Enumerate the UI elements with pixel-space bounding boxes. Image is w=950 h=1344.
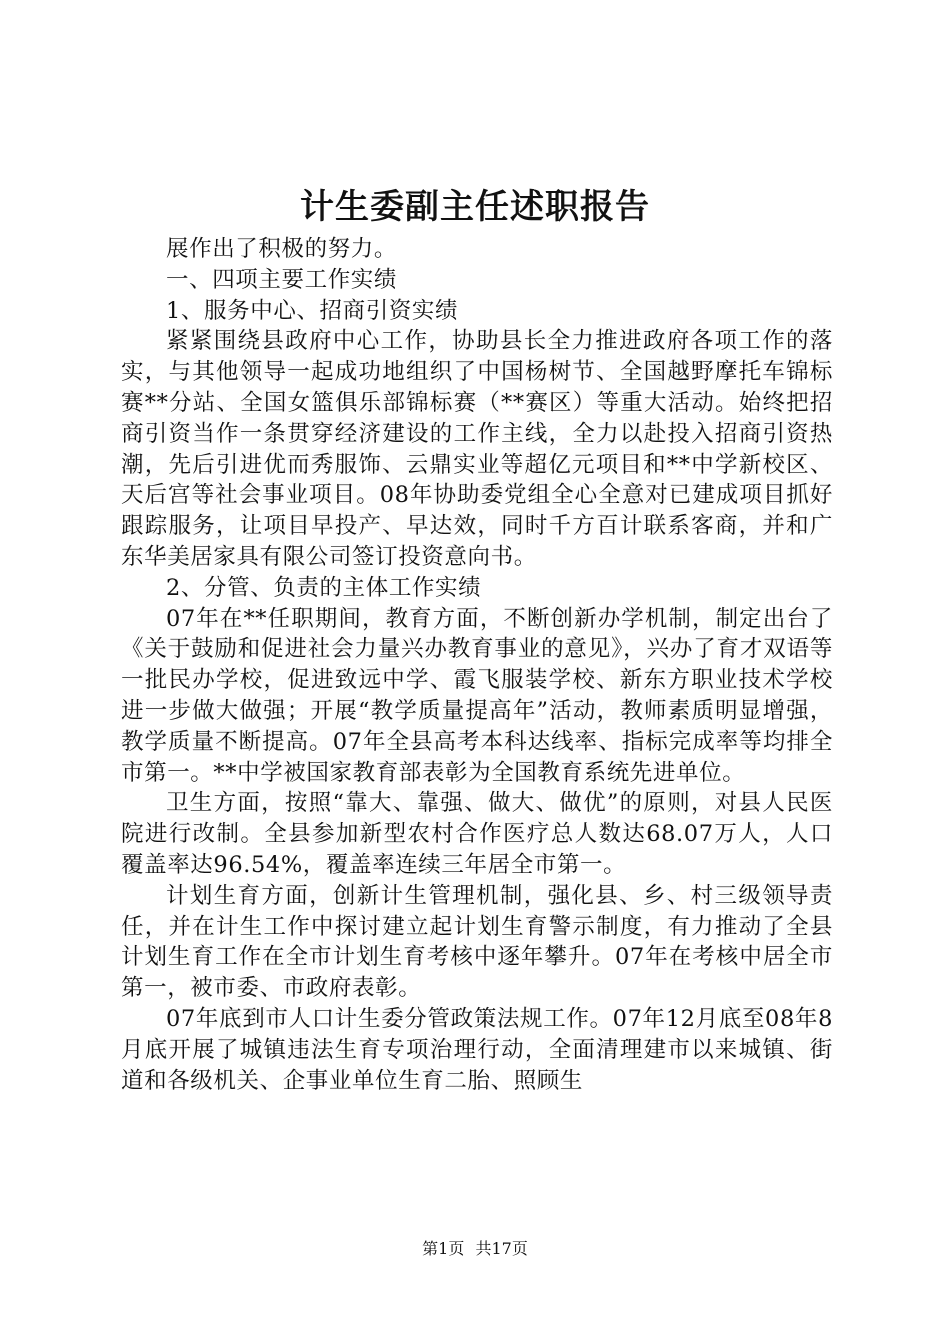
document-title: 计生委副主任述职报告 [300, 187, 650, 227]
paragraph-health: 卫生方面，按照“靠大、靠强、做大、做优”的原则，对县人民医院进行改制。全县参加新型农村合作医疗总人数达68.07万人，人口覆盖率达96.54%，覆盖率连续三年居全市第一。 [121, 790, 833, 878]
document-body [121, 234, 833, 1096]
page-number-total: 共17页 [475, 1239, 528, 1258]
paragraph-intro-fragment: 展作出了积极的努力。 [166, 236, 398, 262]
subheading-responsibility-achievements: 2、分管、负责的主体工作实绩 [166, 574, 482, 601]
page-number-current: 第1页 [422, 1239, 465, 1258]
section-heading-main-achievements: 一、四项主要工作实绩 [166, 266, 398, 293]
paragraph-family-planning: 计划生育方面，创新计生管理机制，强化县、乡、村三级领导责任，并在计生工作中探讨建立起计划生育警示制度，有力推动了全县计划生育工作在全市计划生育考核中逐年攀升。07年在考核中居全市第一，被市委、市政府表彰。 [121, 882, 833, 1002]
page-footer [0, 1238, 950, 1260]
subheading-service-investment: 1、服务中心、招商引资实绩 [166, 297, 459, 324]
paragraph-policy-regulation: 07年底到市人口计生委分管政策法规工作。07年12月底至08年8月底开展了城镇违法生育专项治理行动，全面清理建市以来城镇、街道和各级机关、企事业单位生育二胎、照顾生 [121, 1005, 833, 1094]
paragraph-service-investment: 紧紧围绕县政府中心工作，协助县长全力推进政府各项工作的落实，与其他领导一起成功地组织了中国杨树节、全国越野摩托车锦标赛**分站、全国女篮俱乐部锦标赛（**赛区）等重大活动。始终把招商引资当作一条贯穿经济建设的工作主线，全力以赴投入招商引资热潮，先后引进优而秀服饰、云鼎实业等超亿元项目和**中学新校区、天后宫等社会事业项目。08年协助委党组全心全意对已建成项目抓好跟踪服务，让项目早投产、早达效，同时千方百计联系客商，并和广东华美居家具有限公司签订投资意向书。 [121, 328, 833, 570]
paragraph-education: 07年在**任职期间，教育方面，不断创新办学机制，制定出台了《关于鼓励和促进社会力量兴办教育事业的意见》，兴办了育才双语等一批民办学校，促进致远中学、霞飞服装学校、新东方职业技术学校进一步做大做强；开展“教学质量提高年”活动，教师素质明显增强，教学质量不断提高。07年全县高考本科达线率、指标完成率等均排全市第一。**中学被国家教育部表彰为全国教育系统先进单位。 [121, 605, 833, 786]
